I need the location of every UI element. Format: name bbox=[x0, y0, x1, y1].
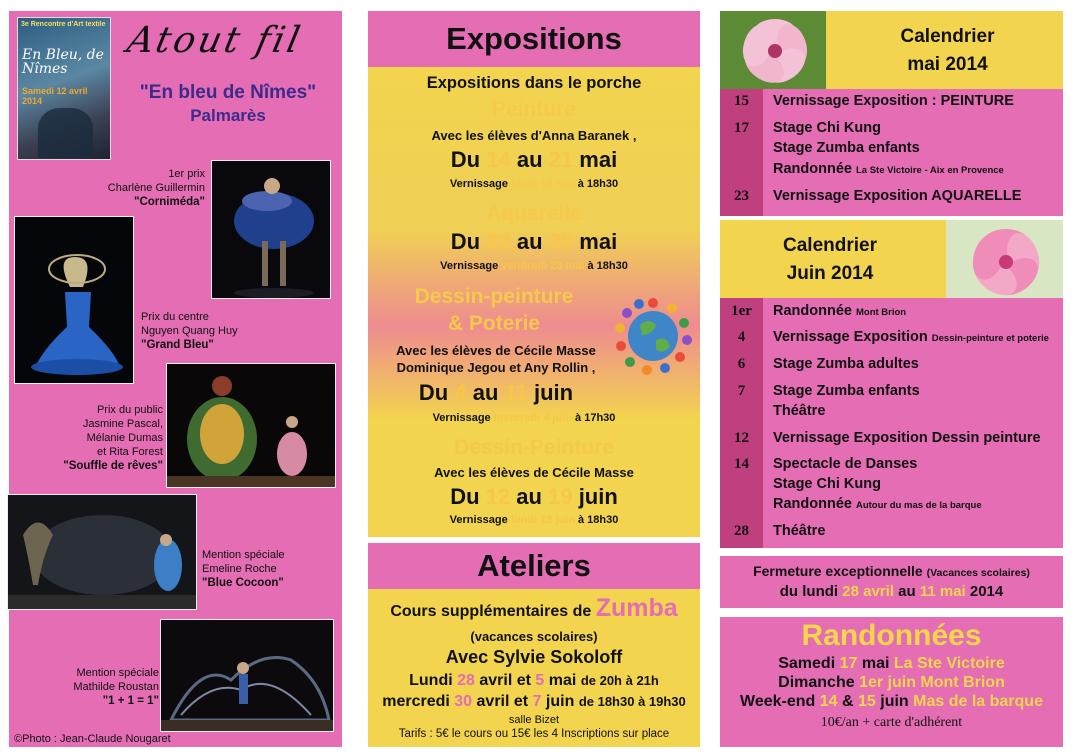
peinture-vernissage bbox=[368, 178, 700, 190]
session-month1: avril et bbox=[479, 672, 531, 689]
closure-reason: (Vacances scolaires) bbox=[926, 567, 1030, 579]
hike-3 bbox=[720, 693, 1063, 711]
date-month: mai bbox=[579, 147, 618, 172]
session-time: de 18h30 à 19h30 bbox=[578, 694, 686, 709]
session-day: mercredi bbox=[382, 693, 450, 710]
zumba-teacher: Avec Sylvie Sokoloff bbox=[445, 647, 623, 667]
aquarelle-title: Aquarelle bbox=[486, 202, 582, 225]
event-randonnee bbox=[773, 496, 982, 512]
globe-children-illustration bbox=[612, 295, 694, 377]
prize-2 bbox=[141, 310, 291, 352]
event-text: Stage Chi Kung bbox=[773, 476, 881, 492]
hike-day: Week-end bbox=[740, 693, 816, 710]
hike-place: Mas de la barque bbox=[913, 693, 1043, 710]
event-detail: Mont Brion bbox=[855, 307, 907, 318]
hike-and: & bbox=[842, 693, 854, 710]
date-end: 19 bbox=[548, 484, 573, 509]
event-day: 1er bbox=[731, 303, 752, 319]
date-start: 22 bbox=[486, 229, 511, 254]
photo-1-plus-1 bbox=[160, 619, 334, 732]
vernissage-day: mercredi 4 juin bbox=[493, 412, 572, 424]
hikes-panel bbox=[720, 617, 1063, 747]
session-date1: 28 bbox=[457, 672, 475, 689]
vernissage-label: Vernissage bbox=[449, 178, 508, 190]
cherry-blossom-image bbox=[720, 11, 826, 89]
dessin-with: Avec les élèves de Cécile Masse bbox=[434, 465, 634, 480]
prize-winner: Emeline Roche bbox=[202, 563, 277, 575]
hike-date: 1er juin bbox=[859, 674, 916, 691]
membership-fee: 10€/an + carte d'adhérent bbox=[820, 715, 963, 730]
closure-end: 11 mai bbox=[919, 583, 966, 600]
date-du: Du bbox=[450, 147, 481, 172]
date-month: juin bbox=[578, 484, 618, 509]
calendar-may-header bbox=[720, 11, 1063, 89]
event-text: Théâtre bbox=[773, 403, 826, 419]
session-day: Lundi bbox=[409, 672, 453, 689]
event-text: Stage Zumba enfants bbox=[773, 140, 920, 156]
vernissage-day: lundi 12 juin bbox=[510, 514, 575, 526]
date-au: au bbox=[516, 147, 543, 172]
dessin-poterie-vernissage bbox=[358, 412, 690, 424]
prize-1 bbox=[90, 167, 205, 209]
dessin-dates bbox=[368, 484, 700, 510]
photo-blue-cocoon bbox=[7, 494, 197, 610]
date-month: mai bbox=[579, 229, 618, 254]
session-time: de 20h à 21h bbox=[580, 673, 659, 688]
event-text: Randonnée bbox=[773, 496, 852, 512]
poster-line2: En Bleu, de Nîmes bbox=[22, 47, 104, 77]
hike-date: 17 bbox=[839, 655, 858, 672]
zumba-vacances: (vacances scolaires) bbox=[470, 629, 598, 644]
hike-2 bbox=[720, 674, 1063, 692]
zumba-lundi bbox=[368, 672, 700, 690]
closure-start: 28 avril bbox=[842, 583, 894, 600]
prize-5 bbox=[28, 666, 159, 708]
prize-winner: Charlène Guillermin bbox=[107, 182, 205, 194]
poster-line3: Samedi 12 avril 2014 bbox=[22, 86, 88, 106]
event-text: Théâtre bbox=[773, 523, 826, 539]
hikes-title: Randonnées bbox=[801, 619, 982, 652]
event-day: 17 bbox=[734, 120, 749, 136]
prize-4 bbox=[202, 548, 332, 590]
zumba-word: Zumba bbox=[595, 594, 678, 622]
event-text: Stage Chi Kung bbox=[773, 120, 881, 136]
closure-text: Fermeture exceptionnelle bbox=[753, 563, 923, 579]
closure-from: du lundi bbox=[779, 583, 839, 600]
event-detail: Autour du mas de la barque bbox=[855, 500, 982, 511]
event-detail: La Ste Victoire - Aix en Provence bbox=[855, 165, 1004, 176]
event-day: 15 bbox=[734, 93, 749, 109]
zumba-room: salle Bizet bbox=[508, 714, 560, 726]
aquarelle-dates bbox=[368, 229, 700, 255]
hike-1 bbox=[720, 655, 1063, 673]
event-detail: Dessin-peinture et poterie bbox=[931, 333, 1049, 344]
prize-winner: Mathilde Roustan bbox=[73, 681, 159, 693]
hike-day: Samedi bbox=[778, 655, 836, 672]
date-start: 12 bbox=[485, 484, 511, 509]
event-text: Vernissage Exposition bbox=[773, 329, 928, 345]
event-day: 28 bbox=[734, 523, 749, 539]
event-text: Randonnée bbox=[773, 303, 852, 319]
calendar-may-list bbox=[720, 89, 1063, 216]
session-date2: 7 bbox=[532, 693, 542, 710]
calendar-june-title2: Juin 2014 bbox=[786, 263, 874, 284]
date-du: Du bbox=[450, 484, 480, 509]
dessin-poterie-title1: Dessin-peinture bbox=[414, 285, 574, 308]
event-day: 14 bbox=[734, 456, 749, 472]
hike-place: Mont Brion bbox=[920, 674, 1005, 691]
event-text: Randonnée bbox=[773, 161, 852, 177]
expositions-body bbox=[368, 67, 700, 537]
vernissage-time: à 18h30 bbox=[587, 260, 628, 272]
expositions-header bbox=[368, 11, 700, 67]
prize-kind: Prix du public bbox=[96, 404, 163, 416]
session-date1: 30 bbox=[454, 693, 473, 710]
photo-cornimeda bbox=[211, 160, 331, 299]
vernissage-time: à 18h30 bbox=[578, 514, 619, 526]
hike-date1: 14 bbox=[819, 693, 838, 710]
prize-work: "1 + 1 = 1" bbox=[102, 695, 159, 707]
prize-work: "Blue Cocoon" bbox=[202, 577, 284, 589]
photo-souffle-de-reves bbox=[166, 363, 336, 488]
calendar-may-title2: mai 2014 bbox=[907, 54, 988, 75]
closure-line2 bbox=[720, 583, 1063, 600]
zumba-tarifs: Tarifs : 5€ le cours ou 15€ les 4 Inscriptions sur place bbox=[398, 728, 670, 740]
event-day: 12 bbox=[734, 430, 749, 446]
palmares-title: "En bleu de Nîmes" bbox=[139, 82, 317, 103]
dessin-poterie-with2: Dominique Jegou et Any Rollin , bbox=[396, 360, 596, 375]
expositions-title: Expositions bbox=[446, 21, 622, 56]
prize-kind: Mention spéciale bbox=[202, 549, 285, 561]
event-text: Vernissage Exposition : PEINTURE bbox=[773, 93, 1014, 109]
closure-notice bbox=[720, 556, 1063, 608]
closure-year: 2014 bbox=[969, 583, 1004, 600]
closure-line1 bbox=[720, 563, 1063, 579]
vernissage-time: à 17h30 bbox=[575, 412, 616, 424]
hike-place: La Ste Victoire bbox=[893, 655, 1005, 672]
date-au: au bbox=[516, 484, 542, 509]
event-text: Vernissage Exposition Dessin peinture bbox=[773, 430, 1041, 446]
event-text: Spectacle de Danses bbox=[773, 456, 918, 472]
event-text: Stage Zumba enfants bbox=[773, 383, 920, 399]
prize-work: "Grand Bleu" bbox=[141, 339, 214, 351]
event-day: 6 bbox=[737, 356, 746, 372]
prize-kind: 1er prix bbox=[168, 168, 205, 180]
event-day: 4 bbox=[737, 329, 746, 345]
prize-work: "Corniméda" bbox=[134, 196, 205, 208]
photo-credit: ©Photo : Jean-Claude Nougaret bbox=[14, 733, 171, 745]
date-end: 30 bbox=[548, 229, 574, 254]
date-month: juin bbox=[533, 380, 574, 405]
date-end: 11 bbox=[504, 380, 528, 405]
prize-kind: Prix du centre bbox=[141, 311, 209, 323]
calendar-june-list bbox=[720, 298, 1063, 548]
peinture-dates bbox=[368, 147, 700, 173]
prize-kind: Mention spéciale bbox=[76, 667, 159, 679]
date-du: Du bbox=[418, 380, 449, 405]
date-start: 14 bbox=[486, 147, 511, 172]
prize-winner-2: Mélanie Dumas bbox=[86, 432, 163, 444]
session-date2: 5 bbox=[535, 672, 545, 689]
zumba-intro: Cours supplémentaires de bbox=[390, 603, 592, 620]
porch-title: Expositions dans le porche bbox=[426, 74, 642, 92]
dessin-poterie-title2: & Poterie bbox=[447, 312, 541, 335]
vernissage-label: Vernissage bbox=[432, 412, 491, 424]
calendar-may-title1: Calendrier bbox=[900, 26, 995, 47]
peinture-title: Peinture bbox=[491, 98, 577, 121]
dessin-poterie-with1: Avec les élèves de Cécile Masse bbox=[396, 343, 596, 358]
ateliers-header bbox=[368, 543, 700, 589]
event-poster bbox=[17, 17, 111, 160]
zumba-line bbox=[368, 594, 700, 623]
zumba-mercredi bbox=[368, 693, 700, 711]
vernissage-day: vendredi 23 mai bbox=[501, 260, 585, 272]
prize-3 bbox=[50, 403, 163, 473]
event-text: Vernissage Exposition AQUARELLE bbox=[773, 188, 1022, 204]
calendar-june-title1: Calendrier bbox=[783, 235, 877, 256]
session-month1: avril et bbox=[476, 693, 529, 710]
session-month2: juin bbox=[545, 693, 575, 710]
vernissage-label: Vernissage bbox=[440, 260, 499, 272]
peinture-with: Avec les élèves d'Anna Baranek , bbox=[431, 128, 637, 143]
event-randonnee bbox=[773, 303, 906, 319]
prize-winner: Jasmine Pascal, bbox=[82, 418, 163, 430]
date-au: au bbox=[472, 380, 499, 405]
event-randonnee bbox=[773, 161, 1004, 177]
session-month2: mai bbox=[548, 672, 577, 689]
hike-day: Dimanche bbox=[778, 674, 855, 691]
vernissage-label: Vernissage bbox=[449, 514, 508, 526]
closure-to: au bbox=[898, 583, 916, 600]
event-vernissage bbox=[773, 329, 1049, 345]
cherry-blossom-image bbox=[946, 220, 1063, 298]
dessin-vernissage bbox=[368, 514, 700, 526]
palmares-subtitle: Palmarès bbox=[190, 106, 266, 125]
hike-month: mai bbox=[861, 655, 890, 672]
vernissage-time: à 18h30 bbox=[577, 178, 619, 190]
prize-winner-3: et Rita Forest bbox=[96, 446, 163, 458]
event-text: Stage Zumba adultes bbox=[773, 356, 919, 372]
hike-month: juin bbox=[880, 693, 909, 710]
prize-winner: Nguyen Quang Huy bbox=[141, 325, 238, 337]
aquarelle-vernissage bbox=[368, 260, 700, 272]
dessin-poterie-dates bbox=[330, 380, 662, 406]
calendar-june-header bbox=[720, 220, 1063, 298]
poster-line1: 3e Rencontre d'Art textile bbox=[21, 21, 106, 28]
logo: Atout fil bbox=[123, 20, 307, 61]
dessin-title: Dessin-Peinture bbox=[454, 436, 614, 459]
date-end: 21 bbox=[548, 147, 574, 172]
date-du: Du bbox=[450, 229, 481, 254]
ateliers-title: Ateliers bbox=[477, 548, 591, 583]
date-au: au bbox=[516, 229, 543, 254]
event-day: 23 bbox=[734, 188, 749, 204]
ateliers-body bbox=[368, 589, 700, 747]
prize-work: "Souffle de rêves" bbox=[63, 460, 163, 472]
hike-date2: 15 bbox=[858, 693, 876, 710]
event-day: 7 bbox=[737, 383, 746, 399]
date-start: 4 bbox=[454, 380, 467, 405]
vernissage-day: lundi 15 mai bbox=[511, 178, 575, 190]
photo-grand-bleu bbox=[14, 216, 134, 384]
